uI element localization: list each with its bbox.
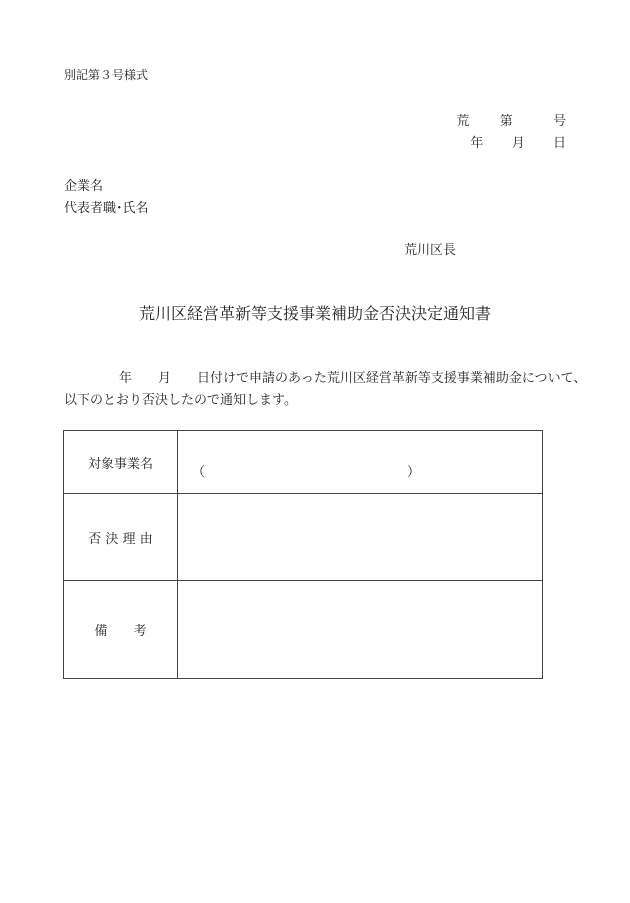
- target-project-label: 対象事業名: [64, 431, 178, 494]
- date-day: 日: [552, 136, 566, 151]
- remarks-value: [178, 581, 543, 679]
- number-dai: 第: [499, 114, 513, 129]
- rejection-reason-value: [178, 494, 543, 581]
- remarks-label: 備 考: [64, 581, 178, 679]
- notice-table: [63, 430, 543, 679]
- paren-close: ）: [406, 465, 420, 480]
- number-prefix: 荒: [456, 114, 470, 129]
- issuer-name: 荒川区長: [404, 243, 457, 258]
- date-year: 年: [470, 136, 484, 151]
- body-text-line-2: 以下のとおり否決したので通知します。: [64, 393, 297, 408]
- paren-open: （: [192, 465, 206, 480]
- document-title: 荒川区経営革新等支援事業補助金否決決定通知書: [138, 304, 491, 323]
- number-gou: 号: [552, 114, 566, 129]
- representative-label: 代表者職･氏名: [64, 201, 149, 216]
- company-name-label: 企業名: [64, 179, 104, 194]
- target-project-value: [178, 431, 543, 494]
- rejection-reason-label: 否 決 理 由: [64, 494, 178, 581]
- document-number-line: [456, 110, 566, 129]
- date-month: 月: [511, 136, 525, 151]
- table-row: [64, 581, 543, 679]
- table-row: [64, 431, 543, 494]
- document-date-line: [470, 132, 566, 151]
- table-row: [64, 494, 543, 581]
- form-number-label: 別記第３号様式: [64, 68, 149, 82]
- body-text-line-1: 年 月 日付けで申請のあった荒川区経営革新等支援事業補助金について、: [119, 371, 587, 386]
